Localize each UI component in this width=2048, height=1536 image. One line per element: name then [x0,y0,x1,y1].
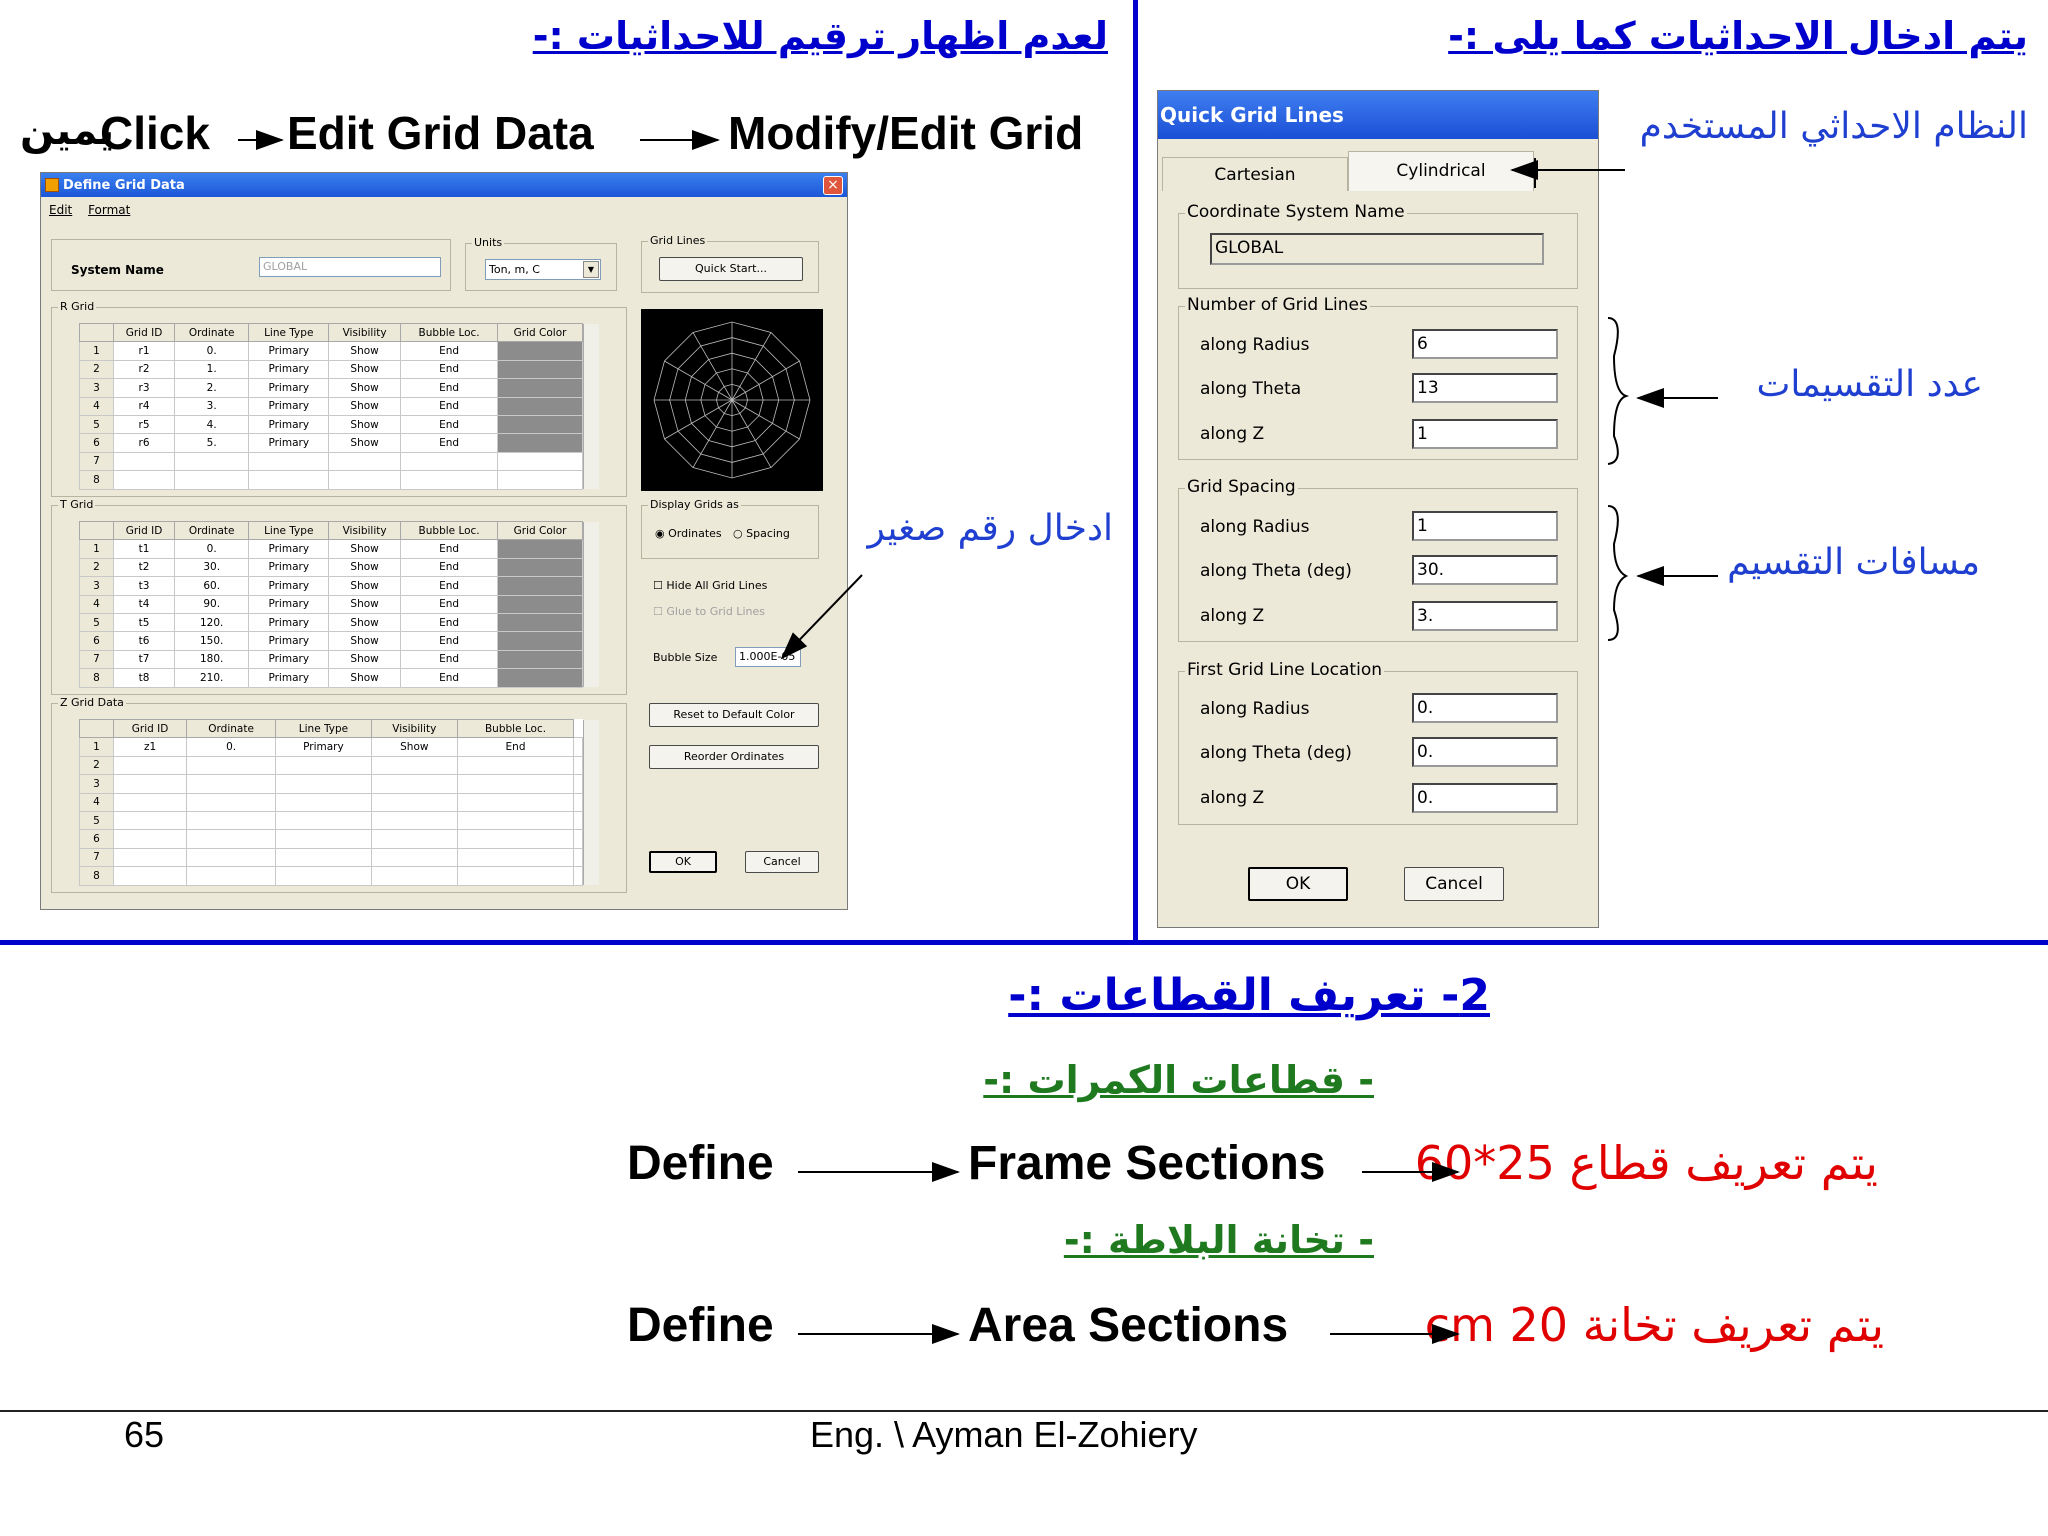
close-icon[interactable]: × [823,176,843,195]
spacing-z-label: along Z [1200,606,1265,626]
first-z-label: along Z [1200,788,1265,808]
table-row[interactable]: 4 r4 3. Primary Show End [80,397,583,415]
table-row[interactable]: 4 t4 90. Primary Show End [80,595,583,613]
table-row[interactable]: 7 [80,452,583,470]
quick-start-button[interactable]: Quick Start... [659,257,803,281]
row2-area-sections: Area Sections [968,1299,1289,1352]
t-grid-label: T Grid [60,498,94,511]
col-line-type[interactable]: Line Type [249,324,329,342]
table-row[interactable]: 3 [80,775,583,793]
table-row[interactable]: 8 [80,471,583,489]
table-row[interactable]: 2 [80,756,583,774]
num-z-label: along Z [1200,424,1265,444]
grid-lines-label: Grid Lines [650,234,706,247]
table-row[interactable]: 5 [80,811,583,829]
radio-empty-icon: ○ [733,527,743,540]
first-radius-label: along Radius [1200,699,1310,719]
row1-define: Define [627,1137,774,1190]
col-grid-color[interactable]: Grid Color [498,324,583,342]
spacing-label: Spacing [746,527,790,540]
note-coord-system: النظام الاحداثي المستخدم [1639,106,2028,147]
units-label: Units [474,236,503,249]
note-divisions: عدد التقسيمات [1756,364,1983,405]
section2-heading: 2- تعريف القطاعات :- [1008,970,1490,1021]
table-row[interactable]: 6 r6 5. Primary Show End [80,434,583,452]
page-number: 65 [124,1414,165,1455]
table-row[interactable]: 5 r5 4. Primary Show End [80,415,583,433]
spacing-radius-field[interactable]: 1 [1412,511,1558,541]
z-grid-header: Grid ID Ordinate Line Type Visibility Bubble Loc. [80,720,583,738]
arrow-bubble-size [782,575,862,658]
num-radius-label: along Radius [1200,335,1310,355]
ordinates-label: Ordinates [668,527,722,540]
units-select[interactable]: Ton, m, C [485,259,601,280]
bubble-size-field[interactable]: 1.000E-05 [735,647,801,667]
table-row[interactable]: 2 r2 1. Primary Show End [80,360,583,378]
tab-cylindrical-label: Cylindrical [1396,161,1486,181]
table-row[interactable]: 8 t8 210. Primary Show End [80,669,583,687]
right-heading: يتم ادخال الاحداثيات كما يلى :- [1448,14,2028,58]
row2-note: يتم تعريف تخانة 20 cm [1424,1298,1884,1352]
table-row[interactable]: 1 r1 0. Primary Show End [80,342,583,360]
brace-spacing [1608,506,1626,640]
slab-heading: - تخانة البلاطة :- [1063,1218,1374,1262]
display-grids-label: Display Grids as [650,498,739,511]
nav-modify-edit-grid: Modify/Edit Grid [728,107,1084,159]
table-row[interactable]: 6 t6 150. Primary Show End [80,632,583,650]
table-row[interactable]: 2 t2 30. Primary Show End [80,558,583,576]
radio-selected-icon: ◉ [655,527,665,540]
reorder-button[interactable]: Reorder Ordinates [649,745,819,769]
beams-heading: - قطاعات الكمرات :- [983,1058,1374,1102]
note-small-number: ادخال رقم صغير [867,508,1113,549]
table-row[interactable]: 1 t1 0. Primary Show End [80,540,583,558]
table-row[interactable]: 3 r3 2. Primary Show End [80,379,583,397]
first-z-field[interactable]: 0. [1412,783,1558,813]
spacing-z-field[interactable]: 3. [1412,601,1558,631]
author: Eng. \ Ayman El-Zohiery [810,1414,1198,1455]
table-row[interactable]: 4 [80,793,583,811]
col-ordinate[interactable]: Ordinate [175,324,249,342]
col-visibility[interactable]: Visibility [329,324,401,342]
nav-edit-grid-data: Edit Grid Data [287,107,594,159]
csys-field[interactable]: GLOBAL [1210,233,1544,265]
ok-button[interactable]: OK [649,851,717,873]
table-row[interactable]: 1 z1 0. Primary Show End [80,738,583,756]
menu-format[interactable]: Format [88,203,131,217]
num-theta-label: along Theta [1200,379,1302,399]
spacing-label: Grid Spacing [1187,477,1296,497]
units-dropdown-icon[interactable]: ▼ [583,261,599,278]
nav-right-word: يمين [20,108,115,154]
col-grid-id[interactable]: Grid ID [114,324,175,342]
nav-click: Click [100,107,210,159]
table-row[interactable]: 6 [80,830,583,848]
checkbox-icon: ☐ [653,579,663,592]
row1-note: يتم تعريف قطاع 25*60 [1414,1136,1878,1190]
t-grid-header: Grid ID Ordinate Line Type Visibility Bubble Loc. Grid Color [80,522,583,540]
num-z-field[interactable]: 1 [1412,419,1558,449]
window-title: Quick Grid Lines [1160,103,1344,127]
table-row[interactable]: 7 t7 180. Primary Show End [80,650,583,668]
num-theta-field[interactable]: 13 [1412,373,1558,403]
cancel-button[interactable]: Cancel [745,851,819,873]
csys-label: Coordinate System Name [1187,202,1405,222]
spacing-theta-label: along Theta (deg) [1200,561,1352,581]
brace-divisions [1608,318,1626,464]
quick-cancel-button[interactable]: Cancel [1404,867,1504,901]
quick-ok-button[interactable]: OK [1248,867,1348,901]
first-theta-field[interactable]: 0. [1412,737,1558,767]
spacing-radius-label: along Radius [1200,517,1310,537]
table-row[interactable]: 7 [80,848,583,866]
row1-frame-sections: Frame Sections [968,1137,1326,1190]
menu-edit[interactable]: Edit [49,203,73,217]
table-row[interactable]: 8 [80,867,583,885]
num-label: Number of Grid Lines [1187,295,1368,315]
num-radius-field[interactable]: 6 [1412,329,1558,359]
system-name-field[interactable]: GLOBAL [259,257,441,277]
z-grid-label: Z Grid Data [60,696,124,709]
note-spacing: مسافات التقسيم [1727,542,1980,583]
col-bubble-loc[interactable]: Bubble Loc. [401,324,498,342]
system-name-label: System Name [71,263,164,277]
r-grid-label: R Grid [60,300,95,313]
first-radius-field[interactable]: 0. [1412,693,1558,723]
row2-define: Define [627,1299,774,1352]
spacing-theta-field[interactable]: 30. [1412,555,1558,585]
first-theta-label: along Theta (deg) [1200,743,1352,763]
tab-cartesian-label: Cartesian [1214,165,1296,185]
hide-all-label: Hide All Grid Lines [666,579,768,592]
left-heading: لعدم اظهار ترقيم للاحداثيات :- [532,14,1108,58]
table-row[interactable]: 5 t5 120. Primary Show End [80,613,583,631]
checkbox-disabled-icon: ☐ [653,605,663,618]
glue-label: Glue to Grid Lines [666,605,765,618]
first-label: First Grid Line Location [1187,660,1382,680]
table-row[interactable]: 3 t3 60. Primary Show End [80,577,583,595]
window-title: Define Grid Data [63,177,185,193]
bubble-size-label: Bubble Size [653,651,718,664]
reset-color-button[interactable]: Reset to Default Color [649,703,819,727]
